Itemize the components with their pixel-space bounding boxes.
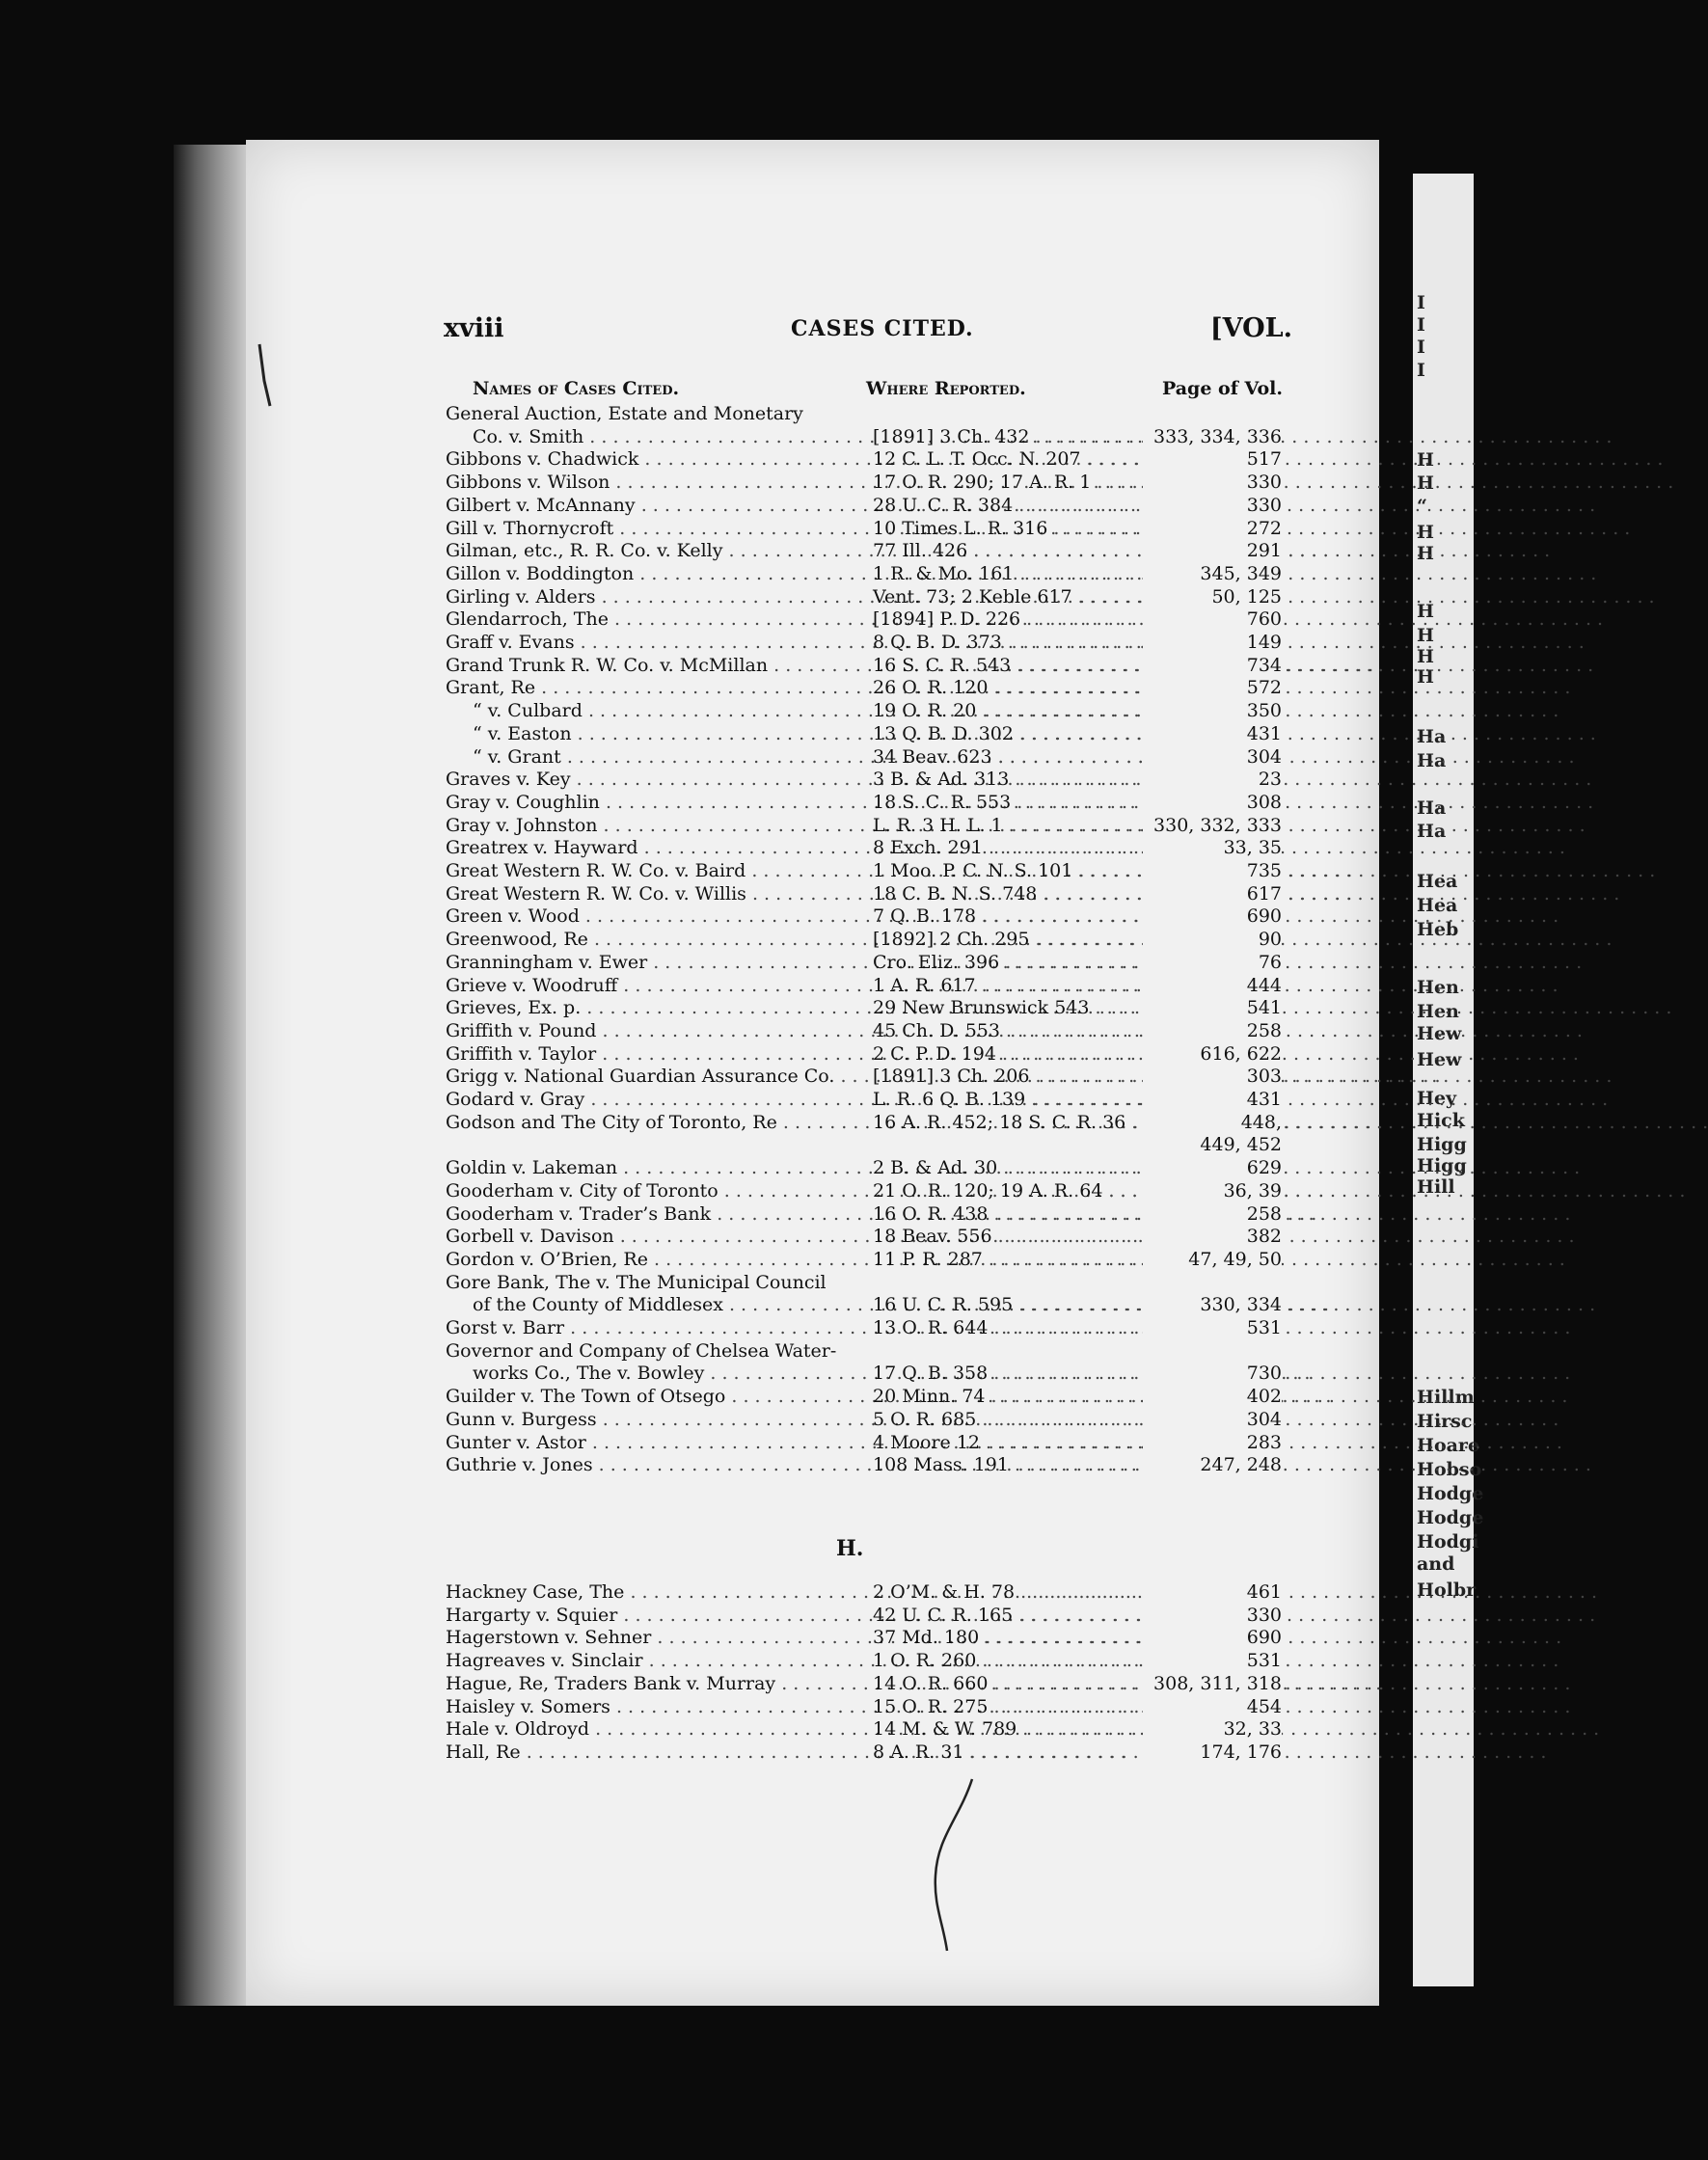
case-pages: 258 — [1143, 1203, 1282, 1226]
case-name: Gooderham v. City of Toronto . . . — [446, 1180, 860, 1202]
case-pages: 350 — [1143, 700, 1282, 722]
case-name: Hagerstown v. Sehner . . . — [446, 1627, 860, 1649]
case-citation: 17 Q. B. 358 . . . — [873, 1363, 1194, 1385]
case-pages: 730 — [1143, 1363, 1282, 1385]
case-pages: 572 — [1143, 677, 1282, 699]
case-citation: 1 O. R. 260 . . . — [873, 1650, 1194, 1672]
case-name: Godard v. Gray . . . — [446, 1089, 860, 1111]
case-citation: 16 U. C. R. 595 . . . — [873, 1294, 1194, 1316]
case-citation: 13 Q. B. D. 302 . . . — [873, 723, 1194, 745]
case-name: Hall, Re . . . — [446, 1742, 860, 1764]
adjacent-page-text: H — [1417, 601, 1434, 622]
case-name: Gunter v. Astor . . . — [446, 1432, 860, 1454]
volume-label: [VOL. — [1209, 313, 1292, 343]
case-name: Greatrex v. Hayward . . . — [446, 837, 860, 859]
case-name: Greenwood, Re . . . — [446, 929, 860, 951]
case-name: Gibbons v. Chadwick . . . — [446, 448, 860, 471]
case-pages: 90 — [1143, 929, 1282, 951]
case-citation: 77 Ill. 426 . . . — [873, 540, 1194, 562]
case-citation: 42 U. C. R. 165 . . . — [873, 1605, 1194, 1627]
case-citation: 18 S. C. R. 553 . . . — [873, 792, 1194, 814]
case-name: Gorst v. Barr . . . — [446, 1317, 860, 1339]
adjacent-page-text: I — [1417, 292, 1425, 313]
adjacent-page-text: H — [1417, 543, 1434, 564]
case-pages: 454 — [1143, 1696, 1282, 1718]
case-name: Gill v. Thornycroft . . . — [446, 518, 860, 540]
case-citation: 1 Moo. P. C. N. S. 101 . . . — [873, 860, 1194, 882]
case-pages: 449, 452 — [1143, 1134, 1282, 1156]
case-pages: 531 — [1143, 1650, 1282, 1672]
adjacent-page-text: and — [1417, 1553, 1455, 1575]
case-name: Hagreaves v. Sinclair . . . — [446, 1650, 860, 1672]
case-name: Girling v. Alders . . . — [446, 586, 860, 608]
adjacent-page-text: Hirsc — [1417, 1411, 1473, 1432]
case-name: Haisley v. Somers . . . — [446, 1696, 860, 1718]
case-pages: 330, 332, 333 — [1143, 815, 1282, 837]
case-name: Guthrie v. Jones . . . — [446, 1454, 860, 1476]
adjacent-page-text: Hen — [1417, 977, 1459, 998]
adjacent-page-text: H — [1417, 472, 1434, 494]
case-citation: 14 O. R. 660 . . . — [873, 1673, 1194, 1695]
adjacent-page-text: Hey — [1417, 1088, 1457, 1109]
case-citation: 2 O’M. & H. 78 . . . — [873, 1581, 1194, 1604]
case-citation: 16 S. C. R. 543 . . . — [873, 655, 1194, 677]
case-name: General Auction, Estate and Monetary — [446, 403, 803, 424]
case-pages: 330 — [1143, 1605, 1282, 1627]
case-citation: 3 B. & Ad. 313 . . . — [873, 769, 1194, 791]
case-citation: 2 C. P. D. 194 . . . — [873, 1043, 1194, 1066]
case-pages: 735 — [1143, 860, 1282, 882]
case-name: Gray v. Coughlin . . . — [446, 792, 860, 814]
book-binding-edge — [174, 145, 246, 2006]
case-citation: 8 Exch. 291 . . . — [873, 837, 1194, 859]
section-letter-h: H. — [836, 1536, 864, 1561]
case-pages: 448, — [1143, 1112, 1282, 1134]
case-pages: 760 — [1143, 608, 1282, 631]
case-pages: 402 — [1143, 1386, 1282, 1408]
case-citation: 29 New Brunswick 543 . . . — [873, 997, 1194, 1019]
adjacent-page-text: Hew — [1417, 1023, 1462, 1044]
case-pages: 258 — [1143, 1020, 1282, 1042]
column-head-where: Where Reported. — [866, 378, 1026, 399]
case-citation: 26 O. R. 120 . . . — [873, 677, 1194, 699]
case-name: Griffith v. Pound . . . — [446, 1020, 860, 1042]
case-citation: 2 B. & Ad. 30 . . . — [873, 1157, 1194, 1179]
case-pages: 304 — [1143, 746, 1282, 769]
case-name: Gilbert v. McAnnany . . . — [446, 495, 860, 517]
case-name: Great Western R. W. Co. v. Baird . . . — [446, 860, 860, 882]
adjacent-page-text: Ha — [1417, 726, 1447, 747]
case-pages: 333, 334, 336 — [1143, 426, 1282, 448]
case-name: Gray v. Johnston . . . — [446, 815, 860, 837]
case-pages: 616, 622 — [1143, 1043, 1282, 1066]
case-citation: 21 O. R. 120; 19 A. R. 64 . . . — [873, 1180, 1194, 1202]
case-pages: 76 — [1143, 952, 1282, 974]
column-head-names: Names of Cases Cited. — [473, 378, 680, 399]
case-pages: 149 — [1143, 632, 1282, 654]
case-name: “ v. Easton . . . — [473, 723, 860, 745]
case-pages: 283 — [1143, 1432, 1282, 1454]
case-pages: 291 — [1143, 540, 1282, 562]
case-citation: 10 Times L. R. 316 . . . — [873, 518, 1194, 540]
case-pages: 47, 49, 50 — [1143, 1249, 1282, 1271]
case-citation: 20 Minn. 74 . . . — [873, 1386, 1194, 1408]
case-pages: 345, 349 — [1143, 563, 1282, 585]
case-name: Gunn v. Burgess . . . — [446, 1409, 860, 1431]
adjacent-page-text: I — [1417, 337, 1425, 358]
case-citation: 34 Beav. 623 . . . — [873, 746, 1194, 769]
case-citation: 17 O. R. 290; 17 A. R. 1 . . . — [873, 472, 1194, 494]
case-citation: 108 Mass. 191 . . . — [873, 1454, 1194, 1476]
case-citation: 8 Q. B. D. 373 . . . — [873, 632, 1194, 654]
case-pages: 50, 125 — [1143, 586, 1282, 608]
case-name: Graff v. Evans . . . — [446, 632, 860, 654]
case-citation: L. R. 3 H. L. 1 . . . — [873, 815, 1194, 837]
case-name: Hague, Re, Traders Bank v. Murray . . . — [446, 1673, 860, 1695]
case-citation: 37 Md. 180 . . . — [873, 1627, 1194, 1649]
case-citation: Cro. Eliz. 396 . . . — [873, 952, 1194, 974]
case-pages: 303 — [1143, 1066, 1282, 1088]
adjacent-page-text: Higg — [1417, 1155, 1467, 1176]
case-pages: 431 — [1143, 1089, 1282, 1111]
case-name: Gooderham v. Trader’s Bank . . . — [446, 1203, 860, 1226]
case-citation: 4 Moore 12 . . . — [873, 1432, 1194, 1454]
adjacent-page-text: Hen — [1417, 1001, 1459, 1022]
column-headings — [473, 378, 1283, 403]
adjacent-page-text: “ — [1417, 496, 1427, 517]
case-name: Grieve v. Woodruff . . . — [446, 975, 860, 997]
case-name: Hackney Case, The . . . — [446, 1581, 860, 1604]
case-name: Governor and Company of Chelsea Water- — [446, 1339, 837, 1362]
adjacent-page-text: I — [1417, 360, 1425, 381]
adjacent-page-text: Heb — [1417, 919, 1459, 940]
case-pages: 23 — [1143, 769, 1282, 791]
case-pages: 617 — [1143, 883, 1282, 905]
adjacent-page-text: Hodge — [1417, 1507, 1484, 1528]
page-title: CASES CITED. — [791, 316, 974, 341]
case-name: Gordon v. O’Brien, Re . . . — [446, 1249, 860, 1271]
case-name: Grigg v. National Guardian Assurance Co. . . . — [446, 1066, 860, 1088]
case-pages: 517 — [1143, 448, 1282, 471]
case-name: Grieves, Ex. p. . . . — [446, 997, 860, 1019]
adjacent-page-text: Holbr — [1417, 1580, 1477, 1601]
case-pages: 444 — [1143, 975, 1282, 997]
adjacent-page-text: Ha — [1417, 797, 1447, 819]
case-pages: 629 — [1143, 1157, 1282, 1179]
case-name: works Co., The v. Bowley . . . — [473, 1363, 860, 1385]
case-name: “ v. Culbard . . . — [473, 700, 860, 722]
case-citation: 5 O. R. 685 . . . — [873, 1409, 1194, 1431]
case-pages: 382 — [1143, 1226, 1282, 1248]
case-pages: 272 — [1143, 518, 1282, 540]
case-citation: 28 U. C. R. 384 . . . — [873, 495, 1194, 517]
case-citation: Vent. 73; 2 Keble 617 . . . — [873, 586, 1194, 608]
case-citation: 1 A. R. 617 . . . — [873, 975, 1194, 997]
adjacent-page-text: Hobso — [1417, 1459, 1482, 1480]
case-pages: 304 — [1143, 1409, 1282, 1431]
case-name: Griffith v. Taylor . . . — [446, 1043, 860, 1066]
case-name: Graves v. Key . . . — [446, 769, 860, 791]
case-pages: 461 — [1143, 1581, 1282, 1604]
case-pages: 174, 176 — [1143, 1742, 1282, 1764]
case-name: of the County of Middlesex . . . — [473, 1294, 860, 1316]
adjacent-page-text: Hew — [1417, 1049, 1462, 1070]
case-pages: 247, 248 — [1143, 1454, 1282, 1476]
case-name: Granningham v. Ewer . . . — [446, 952, 860, 974]
case-name: Grant, Re . . . — [446, 677, 860, 699]
case-pages: 33, 35 — [1143, 837, 1282, 859]
case-pages: 531 — [1143, 1317, 1282, 1339]
case-citation: 8 A. R. 31 . . . — [873, 1742, 1194, 1764]
case-pages: 330 — [1143, 495, 1282, 517]
page-number: xviii — [444, 313, 504, 343]
case-pages: 431 — [1143, 723, 1282, 745]
case-name: Godson and The City of Toronto, Re . . . — [446, 1112, 860, 1134]
case-pages: 330, 334 — [1143, 1294, 1282, 1316]
adjacent-page-text: Hea — [1417, 895, 1458, 916]
case-citation: 16 A. R. 452; 18 S. C. R. 36 . . . — [873, 1112, 1194, 1134]
case-pages: 330 — [1143, 472, 1282, 494]
case-name: Guilder v. The Town of Otsego . . . — [446, 1386, 860, 1408]
pen-scribble-mark — [926, 1779, 984, 1953]
case-name: Gillon v. Boddington . . . — [446, 563, 860, 585]
case-pages: 308 — [1143, 792, 1282, 814]
adjacent-page-text: H — [1417, 646, 1434, 667]
case-citation: 15 O. R. 275 . . . — [873, 1696, 1194, 1718]
column-head-page: Page of Vol. — [1161, 378, 1283, 399]
case-name: Glendarroch, The . . . — [446, 608, 860, 631]
case-citation: [1891] 3 Ch. 206 . . . — [873, 1066, 1194, 1088]
case-pages: 32, 33 — [1143, 1718, 1282, 1741]
case-citation: 18 Beav. 556 . . . — [873, 1226, 1194, 1248]
case-name: Goldin v. Lakeman . . . — [446, 1157, 860, 1179]
adjacent-page-text: I — [1417, 314, 1425, 336]
case-citation: [1894] P. D. 226 . . . — [873, 608, 1194, 631]
case-name: Gore Bank, The v. The Municipal Council — [446, 1271, 827, 1293]
adjacent-page-text: Hillm — [1417, 1387, 1475, 1408]
adjacent-page-text: Ha — [1417, 750, 1447, 771]
page-header — [444, 313, 1292, 352]
adjacent-page-text: H — [1417, 666, 1434, 688]
adjacent-page-text: Ha — [1417, 821, 1447, 842]
case-pages: 690 — [1143, 905, 1282, 928]
binding-mark — [257, 342, 276, 410]
case-name: Gorbell v. Davison . . . — [446, 1226, 860, 1248]
case-name: Great Western R. W. Co. v. Willis . . . — [446, 883, 860, 905]
case-name: Grand Trunk R. W. Co. v. McMillan . . . — [446, 655, 860, 677]
case-citation: [1892] 2 Ch. 295 . . . — [873, 929, 1194, 951]
case-name: Hale v. Oldroyd . . . — [446, 1718, 860, 1741]
case-name: Green v. Wood . . . — [446, 905, 860, 928]
adjacent-page-text: Hick — [1417, 1110, 1465, 1131]
case-pages: 690 — [1143, 1627, 1282, 1649]
adjacent-page-text: Hill — [1417, 1176, 1455, 1198]
case-name: “ v. Grant . . . — [473, 746, 860, 769]
case-name: Gibbons v. Wilson . . . — [446, 472, 860, 494]
adjacent-page-text: Hodge — [1417, 1483, 1484, 1504]
case-name: Gilman, etc., R. R. Co. v. Kelly . . . — [446, 540, 860, 562]
adjacent-page-text: Hea — [1417, 871, 1458, 892]
adjacent-page-text: H — [1417, 449, 1434, 471]
case-pages: 541 — [1143, 997, 1282, 1019]
adjacent-page-text: Hodgi — [1417, 1531, 1479, 1552]
case-pages: 36, 39 — [1143, 1180, 1282, 1202]
case-citation: 16 O. R. 438 . . . — [873, 1203, 1194, 1226]
case-citation: 18 C. B. N. S. 748 . . . — [873, 883, 1194, 905]
case-citation: 45 Ch. D. 553 . . . — [873, 1020, 1194, 1042]
case-citation: [1891] 3 Ch. 432 . . . — [873, 426, 1194, 448]
case-citation: L. R. 6 Q. B. 139 . . . — [873, 1089, 1194, 1111]
case-citation: 12 C. L. T. Occ. N. 207 . . . — [873, 448, 1194, 471]
adjacent-page-text: Hoare — [1417, 1435, 1480, 1456]
case-pages: 734 — [1143, 655, 1282, 677]
case-citation: 14 M. & W. 789 . . . — [873, 1718, 1194, 1741]
case-citation: 1 R. & Mo. 161 . . . — [873, 563, 1194, 585]
adjacent-page-text: H — [1417, 522, 1434, 543]
case-citation: 19 O. R. 20 . . . — [873, 700, 1194, 722]
case-citation: 7 Q. B. 178 . . . — [873, 905, 1194, 928]
adjacent-page-text: H — [1417, 625, 1434, 646]
case-name: Co. v. Smith . . . — [473, 426, 860, 448]
case-name: Hargarty v. Squier . . . — [446, 1605, 860, 1627]
adjacent-page-text: Higg — [1417, 1134, 1467, 1155]
case-citation: 11 P. R. 287 . . . — [873, 1249, 1194, 1271]
case-pages: 308, 311, 318 — [1143, 1673, 1282, 1695]
case-citation: 13 O. R. 644 . . . — [873, 1317, 1194, 1339]
